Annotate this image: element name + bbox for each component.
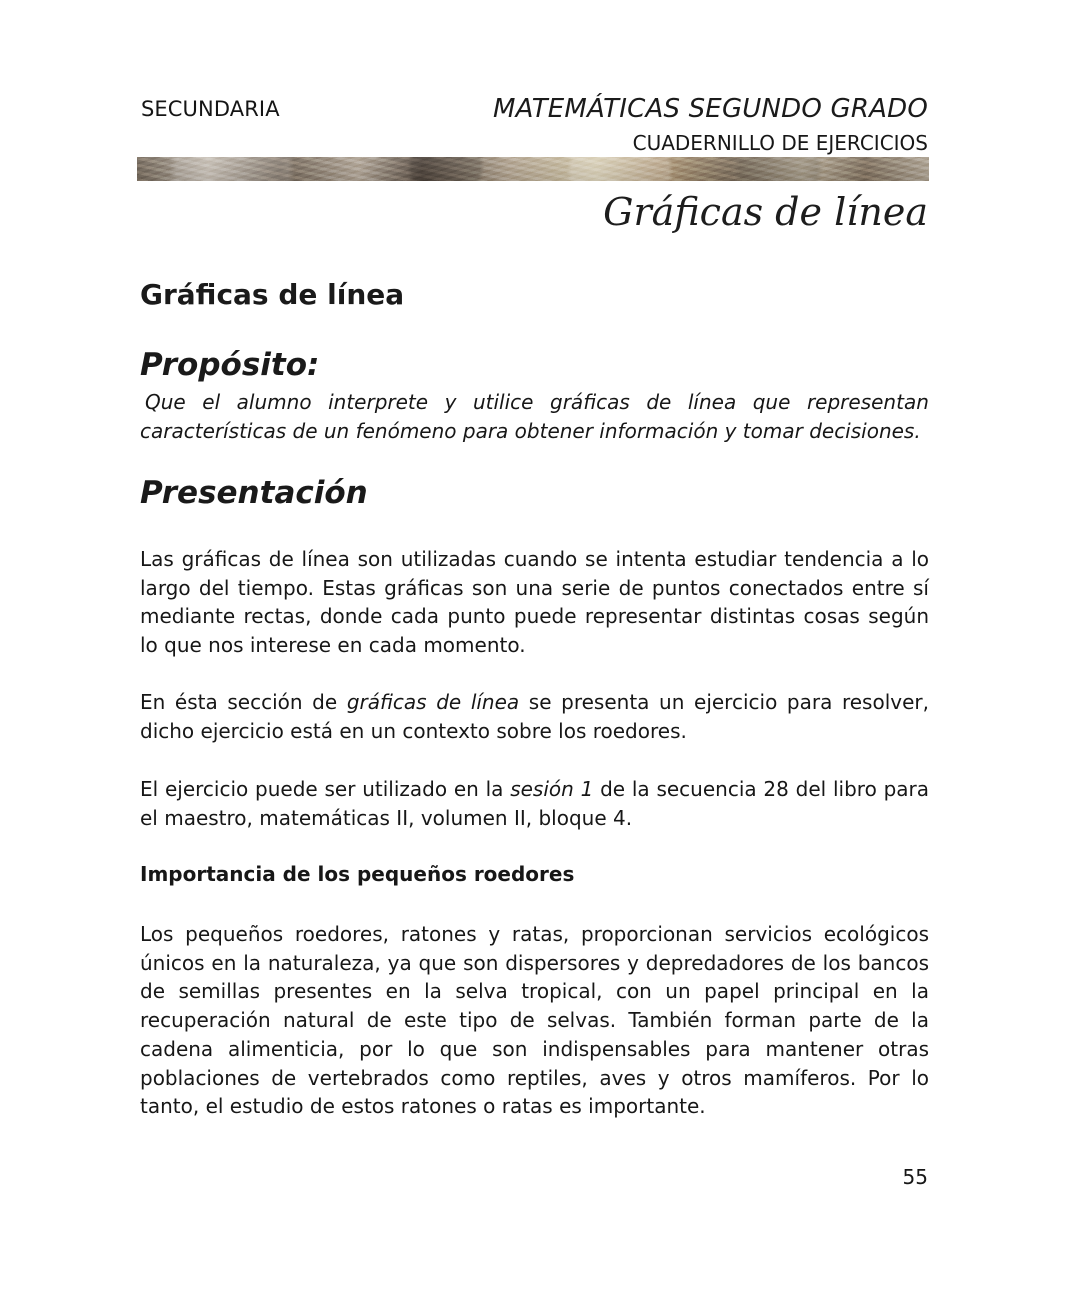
purpose-heading: Propósito: — [140, 347, 320, 383]
purpose-word: Que — [145, 390, 186, 414]
importance-heading: Importancia de los pequeños roedores — [140, 862, 575, 886]
presentation-paragraph-1: Las gráficas de línea son utilizadas cuando se intenta estudiar tendencia a lo largo del tiempo. Estas gráficas son una serie de puntos conectados entre sí mediante rectas, donde cada punto puede representar distintas cosas según lo que nos interese en cada momento. — [140, 547, 929, 658]
paragraph-text: de la secuencia 28 del libro para el maestro, matemáticas II, volumen II, bloque 4. — [140, 777, 930, 830]
purpose-word: utilice — [472, 390, 534, 414]
paragraph-text: En ésta sección de — [140, 690, 347, 714]
importance-paragraph: Los pequeños roedores, ratones y ratas, proporcionan servicios ecológicos únicos en la naturaleza, ya que son dispersores y depredadores de los bancos de semillas presentes en la selva tropical, con un papel principal en la recuperación natural de este tipo de selvas. También forman parte de la cadena alimenticia, por lo que son indispensables para mantener otras poblaciones de vertebrados como reptiles, aves y otros mamíferos. Por lo tanto, el estudio de estos ratones o ratas es importante. — [140, 922, 929, 1119]
purpose-word: interprete — [328, 390, 429, 414]
purpose-word: y — [444, 390, 457, 414]
presentation-heading: Presentación — [140, 475, 368, 511]
header-level-label: SECUNDARIA — [141, 97, 280, 121]
purpose-word: que — [752, 390, 791, 414]
purpose-word: de — [646, 390, 672, 414]
header-workbook-subtitle: CUADERNILLO DE EJERCICIOS — [632, 131, 928, 155]
purpose-word: alumno — [236, 390, 312, 414]
paragraph-emphasis: sesión 1 — [510, 777, 594, 801]
purpose-word: línea — [687, 390, 737, 414]
presentation-paragraph-3 — [140, 775, 929, 832]
purpose-line-1 — [140, 390, 929, 414]
purpose-word: gráficas — [550, 390, 630, 414]
page-number: 55 — [902, 1165, 928, 1189]
paragraph-text: se presenta un ejercicio para resolver, dicho ejercicio está en un contexto sobre los roedores. — [140, 690, 929, 743]
decorative-texture-band — [137, 157, 929, 181]
purpose-line-2: características de un fenómeno para obtener información y tomar decisiones. — [140, 419, 921, 443]
paragraph-emphasis: gráficas de línea — [346, 690, 520, 714]
section-banner-title: Gráficas de línea — [603, 190, 928, 234]
presentation-paragraph-2 — [140, 688, 929, 745]
purpose-word: representan — [806, 390, 929, 414]
paragraph-text: El ejercicio puede ser utilizado en la — [140, 777, 511, 801]
header-subject-title: MATEMÁTICAS SEGUNDO GRADO — [492, 94, 928, 124]
purpose-word: el — [202, 390, 221, 414]
page-title: Gráficas de línea — [140, 278, 405, 311]
